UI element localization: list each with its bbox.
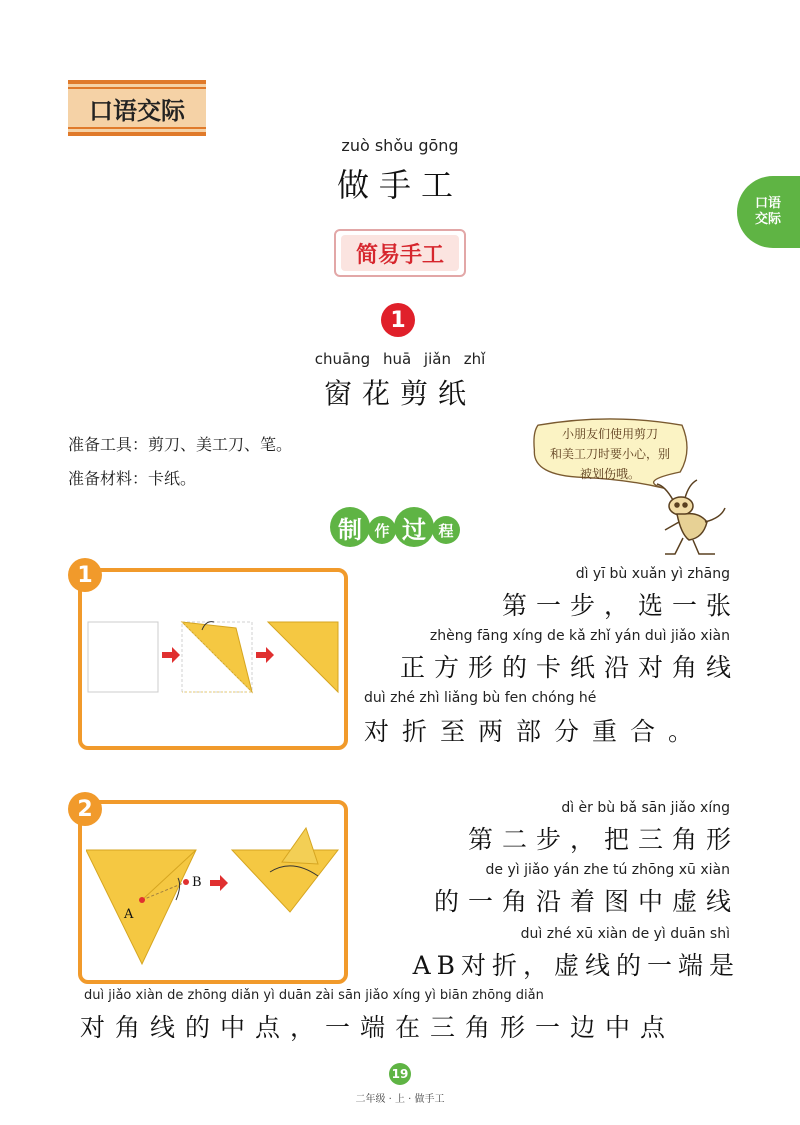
- step1-number: 1: [68, 558, 102, 592]
- step1-pinyin-3: duì zhé zhì liǎng bù fen chóng hé: [364, 690, 597, 706]
- lesson-title: 窗花剪纸: [323, 377, 476, 410]
- page-number: 19: [389, 1063, 411, 1085]
- step2-label-a: A: [124, 907, 134, 922]
- step2-pinyin-2: de yì jiǎo yán zhe tú zhōng xū xiàn: [485, 862, 730, 878]
- step1-line-3: 对折至两部分重合。: [364, 717, 707, 746]
- page-footer: 二年级 · 上 · 做手工: [355, 1094, 445, 1105]
- side-tab-line2: 交际: [755, 212, 782, 227]
- speech-line3: 被划伤哦。: [579, 467, 640, 481]
- title-pinyin: zuò shǒu gōng: [341, 136, 459, 155]
- speech-line1: 小朋友们使用剪刀: [561, 427, 658, 441]
- step1-illustration: [86, 612, 342, 702]
- speech-line2: 和美工刀时要小心，别: [549, 447, 670, 461]
- cricket-character-icon: [655, 478, 735, 558]
- lesson-pinyin: chuāng huā jiǎn zhǐ: [314, 350, 486, 368]
- step2-pinyin-3: duì zhé xū xiàn de yì duān shì: [520, 926, 730, 942]
- section-badge-label: 口语交际: [89, 96, 185, 125]
- step2-label-b: B: [192, 875, 202, 890]
- step2-pinyin-1: dì èr bù bǎ sān jiǎo xíng: [561, 800, 730, 816]
- step2-line-2: 的一角沿着图中虚线: [433, 887, 740, 916]
- tools-text: 准备工具：剪刀、美工刀、笔。: [68, 435, 293, 454]
- step2-number: 2: [68, 792, 102, 826]
- process-char-4: 程: [432, 516, 460, 544]
- subtitle-box: [334, 229, 466, 277]
- process-char-3: 过: [394, 507, 434, 547]
- process-char-2: 作: [368, 516, 396, 544]
- side-tab-line1: 口语: [755, 196, 782, 211]
- step2-line-1: 第二步，把三角形: [467, 825, 740, 854]
- step2-illustration: [86, 820, 342, 970]
- step2-pinyin-4: duì jiǎo xiàn de zhōng diǎn yì duān zài sān jiǎo xíng yì biān zhōng diǎn: [84, 988, 544, 1003]
- step1-pinyin-2: zhèng fāng xíng de kǎ zhǐ yán duì jiǎo xiàn: [429, 628, 730, 644]
- step1-pinyin-1: dì yī bù xuǎn yì zhāng: [575, 566, 730, 582]
- step2-line-3: AB对折，虚线的一端是: [412, 951, 740, 980]
- section-badge: [68, 80, 206, 136]
- materials-text: 准备材料：卡纸。: [68, 469, 197, 488]
- speech-text: [530, 424, 690, 484]
- lesson-number: 1: [381, 303, 415, 337]
- step1-line-1: 第一步，选一张: [501, 591, 740, 620]
- step1-line-2: 正方形的卡纸沿对角线: [399, 653, 740, 682]
- subtitle: 简易手工: [341, 235, 459, 271]
- page-title: 做手工: [336, 166, 463, 204]
- step2-line-4: 对角线的中点，一端在三角形一边中点: [80, 1013, 676, 1042]
- process-char-1: 制: [330, 507, 370, 547]
- process-label: [330, 507, 470, 547]
